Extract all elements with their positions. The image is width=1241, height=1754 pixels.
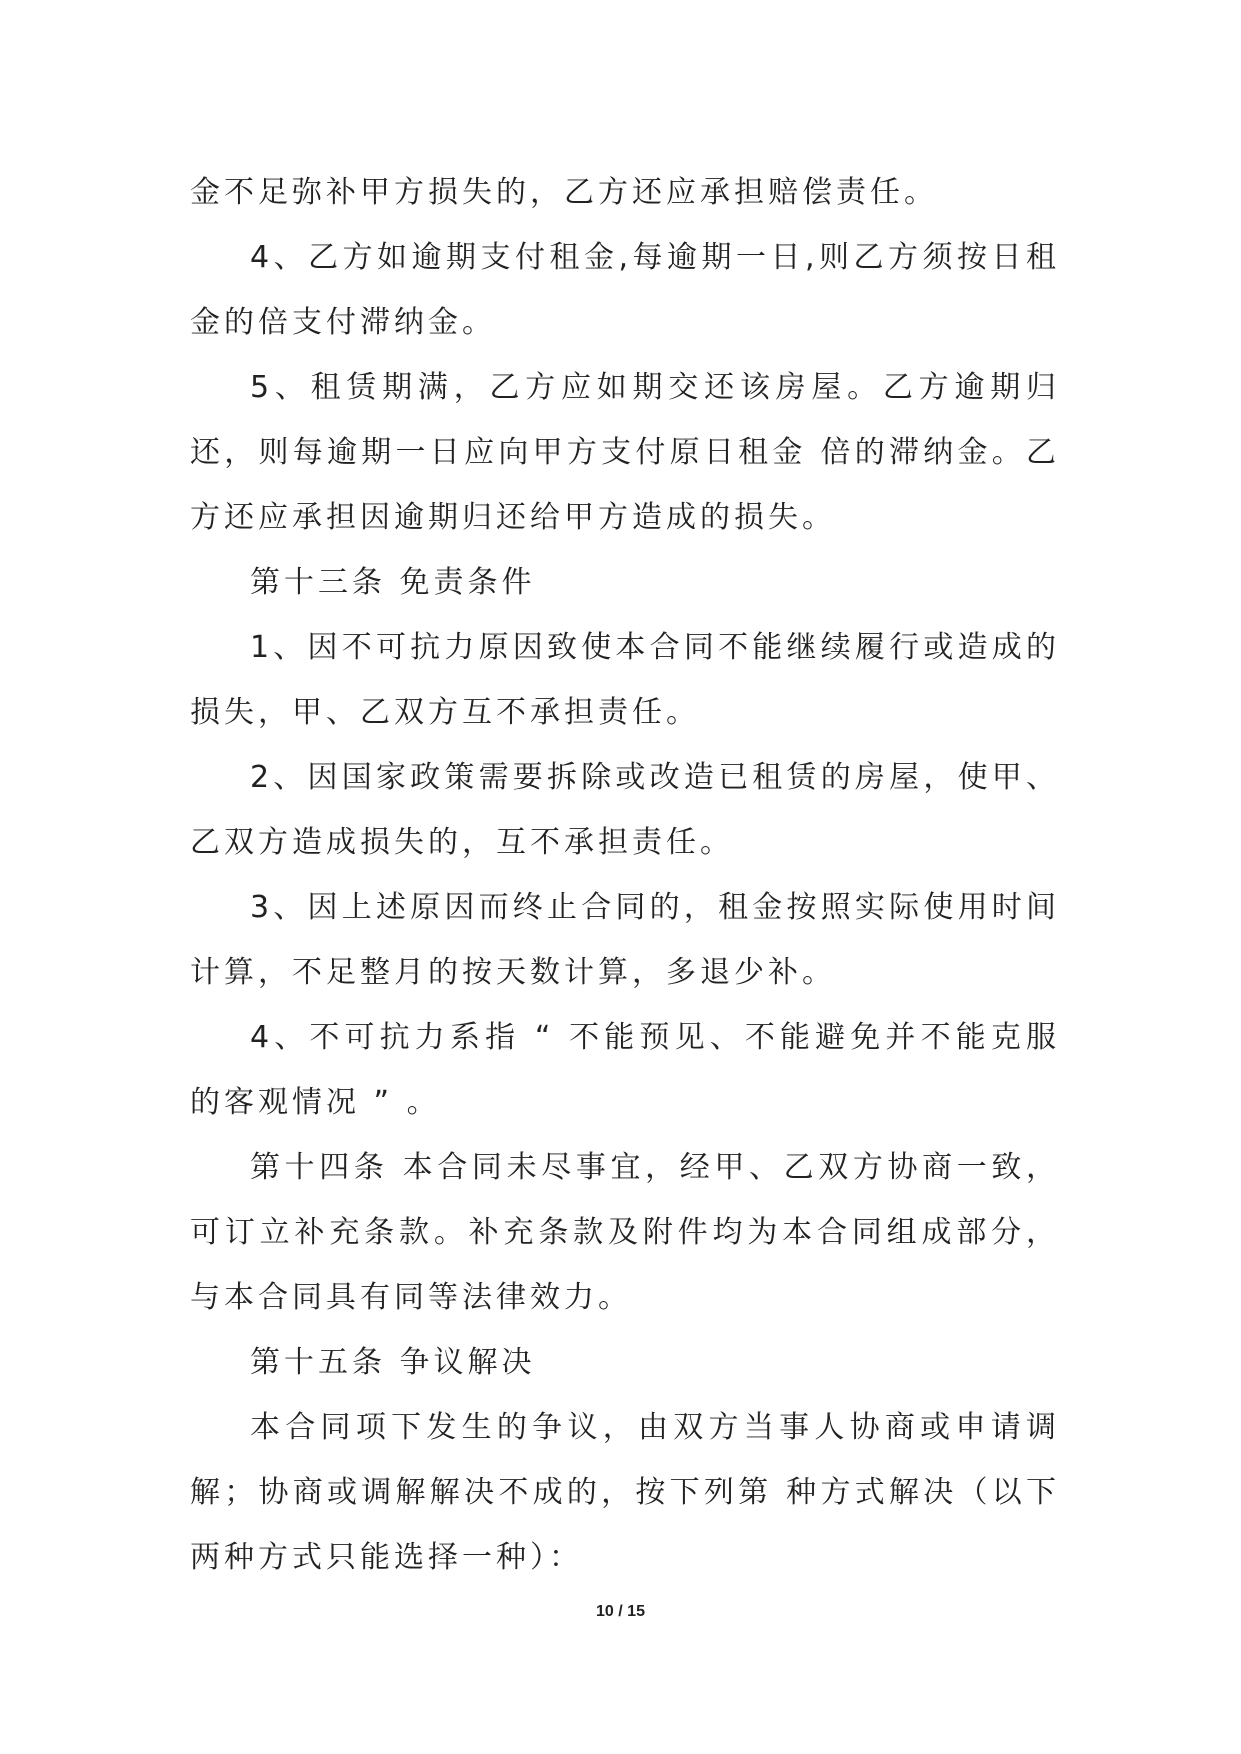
paragraph-clause-5-lease-expiry: 5、租赁期满，乙方应如期交还该房屋。乙方逾期归还，则每逾期一日应向甲方支付原日租金 倍的滞纳金。乙方还应承担因逾期归还给甲方造成的损失。 xyxy=(190,370,1060,535)
document-body xyxy=(190,160,1060,1590)
paragraph-article-13-item-2: 2、因国家政策需要拆除或改造已租赁的房屋，使甲、乙双方造成损失的，互不承担责任。 xyxy=(190,760,1060,860)
paragraph-article-14: 第十四条 本合同未尽事宜，经甲、乙双方协商一致，可订立补充条款。补充条款及附件均为本合同组成部分，与本合同具有同等法律效力。 xyxy=(190,1150,1060,1315)
paragraph-article-13-item-1: 1、因不可抗力原因致使本合同不能继续履行或造成的损失，甲、乙双方互不承担责任。 xyxy=(190,630,1060,730)
paragraph-article-15-body: 本合同项下发生的争议，由双方当事人协商或申请调解；协商或调解解决不成的，按下列第 种方式解决（以下两种方式只能选择一种）： xyxy=(190,1410,1060,1575)
page-number: 10 / 15 xyxy=(596,1603,645,1620)
paragraph-article-13-item-4: 4、不可抗力系指 “ 不能预见、不能避免并不能克服的客观情况 ” 。 xyxy=(190,1020,1060,1120)
paragraph-continuation: 金不足弥补甲方损失的，乙方还应承担赔偿责任。 xyxy=(190,175,938,210)
paragraph-article-13-item-3: 3、因上述原因而终止合同的，租金按照实际使用时间计算，不足整月的按天数计算，多退少补。 xyxy=(190,890,1060,990)
paragraph-clause-4-late-rent: 4、乙方如逾期支付租金,每逾期一日,则乙方须按日租金的倍支付滞纳金。 xyxy=(190,240,1060,340)
heading-article-13: 第十三条 免责条件 xyxy=(250,565,536,600)
heading-article-15: 第十五条 争议解决 xyxy=(250,1345,536,1380)
